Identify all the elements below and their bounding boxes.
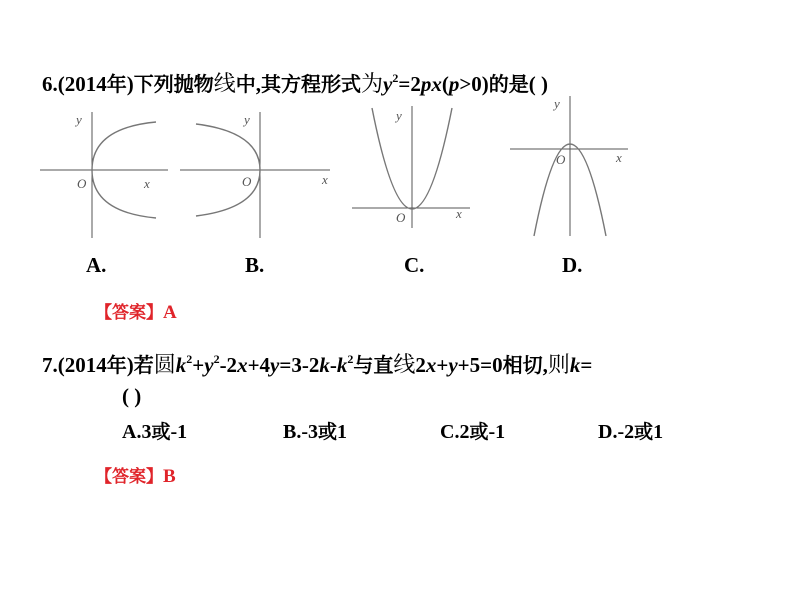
q7-k-c: k bbox=[336, 353, 348, 377]
q7-text-2: 圆 bbox=[153, 353, 176, 378]
q6-comma: , bbox=[255, 72, 262, 96]
q7-k: k bbox=[175, 353, 187, 377]
q6-blank: ( ) bbox=[528, 72, 549, 96]
q6-answer-label: 【答案】 bbox=[95, 303, 163, 323]
q6-text-3: 中 bbox=[235, 72, 256, 96]
q6-eq-sup: 2 bbox=[392, 71, 399, 85]
q6-option-b-label: B. bbox=[245, 253, 265, 277]
q6-graph-d bbox=[508, 92, 648, 242]
q6-eq-cond: >0) bbox=[459, 72, 489, 96]
q6-paren: ) bbox=[126, 72, 134, 96]
q7-blank: ( ) bbox=[122, 384, 142, 408]
q7-choice-a-num: A.3 bbox=[122, 421, 152, 443]
q7-equals: = bbox=[580, 353, 593, 377]
q7-choice-d-rest: 1 bbox=[653, 421, 664, 443]
q7-answer-value: B bbox=[163, 466, 176, 487]
q7-choice-c-or: 或 bbox=[469, 421, 489, 443]
q7-choice-c bbox=[440, 420, 505, 444]
q6-text-4: 其方程形式 bbox=[261, 72, 362, 96]
q7-answer bbox=[95, 465, 176, 488]
q6-eq-paren: ( bbox=[441, 72, 449, 96]
graph-d-x-label: x bbox=[616, 150, 622, 165]
q6-text-5: 为 bbox=[361, 72, 384, 97]
q7-choice-a-rest: -1 bbox=[170, 421, 188, 443]
q6-eq-y: y bbox=[383, 72, 393, 96]
q6-graph-a bbox=[40, 108, 180, 243]
q6-answer-value: A bbox=[163, 302, 177, 323]
q6-eq-p: p bbox=[448, 72, 460, 96]
q6-graph-c bbox=[352, 100, 482, 235]
q7-choice-c-num: C.2 bbox=[440, 421, 470, 443]
q7-choice-c-rest: -1 bbox=[488, 421, 506, 443]
q6-stem bbox=[42, 72, 548, 97]
q7-text-4: 线 bbox=[393, 353, 416, 378]
q7-x: x bbox=[237, 353, 248, 377]
q7-answer-label: 【答案】 bbox=[95, 467, 163, 487]
q6-option-a-label: A. bbox=[86, 253, 107, 277]
graph-a-x-label: x bbox=[144, 176, 150, 191]
q6-option-c-label: C. bbox=[404, 253, 425, 277]
q6-text-2: 线 bbox=[213, 72, 236, 97]
q7-k-b: k bbox=[319, 353, 330, 377]
q7-comma: , bbox=[542, 353, 548, 377]
q6-text-1: 下列抛物 bbox=[133, 72, 214, 96]
q7-stem bbox=[42, 353, 592, 378]
graph-a-y-label: y bbox=[76, 112, 82, 127]
q6-number: 6. bbox=[42, 72, 58, 96]
graph-d-origin: O bbox=[556, 152, 566, 167]
q7-plus-b: + bbox=[436, 353, 449, 377]
q7-sup-b: 2 bbox=[213, 352, 220, 366]
q7-choice-d-num: D.-2 bbox=[598, 421, 635, 443]
q6-text-6: 的是 bbox=[488, 72, 529, 96]
q7-minus: - bbox=[329, 353, 337, 377]
q7-minus2: -2 bbox=[219, 353, 238, 377]
graph-d-y-label: y bbox=[554, 96, 560, 111]
q7-choice-a-or: 或 bbox=[151, 421, 171, 443]
graph-b-origin: O bbox=[242, 174, 252, 189]
q6-answer bbox=[95, 301, 177, 324]
q7-choice-b bbox=[283, 420, 347, 444]
q7-x-b: x bbox=[425, 353, 437, 377]
q6-year: (2014 bbox=[57, 72, 107, 96]
graph-c-x-label: x bbox=[456, 206, 462, 221]
q7-y-c: y bbox=[448, 353, 458, 377]
q7-paren: ) bbox=[126, 353, 134, 377]
q7-choice-b-num: B.-3 bbox=[283, 421, 318, 443]
q7-text-6: 则 bbox=[547, 353, 570, 378]
graph-b-y-label: y bbox=[244, 112, 250, 127]
q7-plus: + bbox=[192, 353, 205, 377]
q7-choice-d bbox=[598, 420, 663, 444]
q7-year-zh: 年 bbox=[106, 353, 127, 377]
q7-text-3: 与直 bbox=[353, 353, 394, 377]
q7-choice-d-or: 或 bbox=[634, 421, 654, 443]
q7-year: (2014 bbox=[57, 353, 107, 377]
q7-choice-a bbox=[122, 420, 187, 444]
q7-plus4: +4 bbox=[247, 353, 271, 377]
q6-option-d-label: D. bbox=[562, 253, 583, 277]
q7-k-d: k bbox=[569, 353, 581, 377]
q7-text-1: 若 bbox=[133, 353, 154, 377]
graph-c-y-label: y bbox=[396, 108, 402, 123]
q7-choice-b-rest: 1 bbox=[337, 421, 348, 443]
q7-number: 7. bbox=[42, 353, 58, 377]
graph-b-x-label: x bbox=[322, 172, 328, 187]
q6-eq-px: px bbox=[420, 72, 442, 96]
graph-a-origin: O bbox=[77, 176, 87, 191]
q7-sup-c: 2 bbox=[347, 352, 354, 366]
q7-sup: 2 bbox=[186, 352, 193, 366]
q6-year-zh: 年 bbox=[106, 72, 127, 96]
q7-text-5: 相切 bbox=[502, 353, 543, 377]
q7-plus5: +5=0 bbox=[457, 353, 503, 377]
q7-choice-b-or: 或 bbox=[318, 421, 338, 443]
graph-c-origin: O bbox=[396, 210, 406, 225]
q6-eq-mid: =2 bbox=[398, 72, 421, 96]
q7-eq: =3-2 bbox=[279, 353, 320, 377]
q7-two: 2 bbox=[415, 353, 426, 377]
q7-y: y bbox=[204, 353, 214, 377]
q7-y-b: y bbox=[270, 353, 280, 377]
q6-graph-b bbox=[180, 108, 340, 243]
